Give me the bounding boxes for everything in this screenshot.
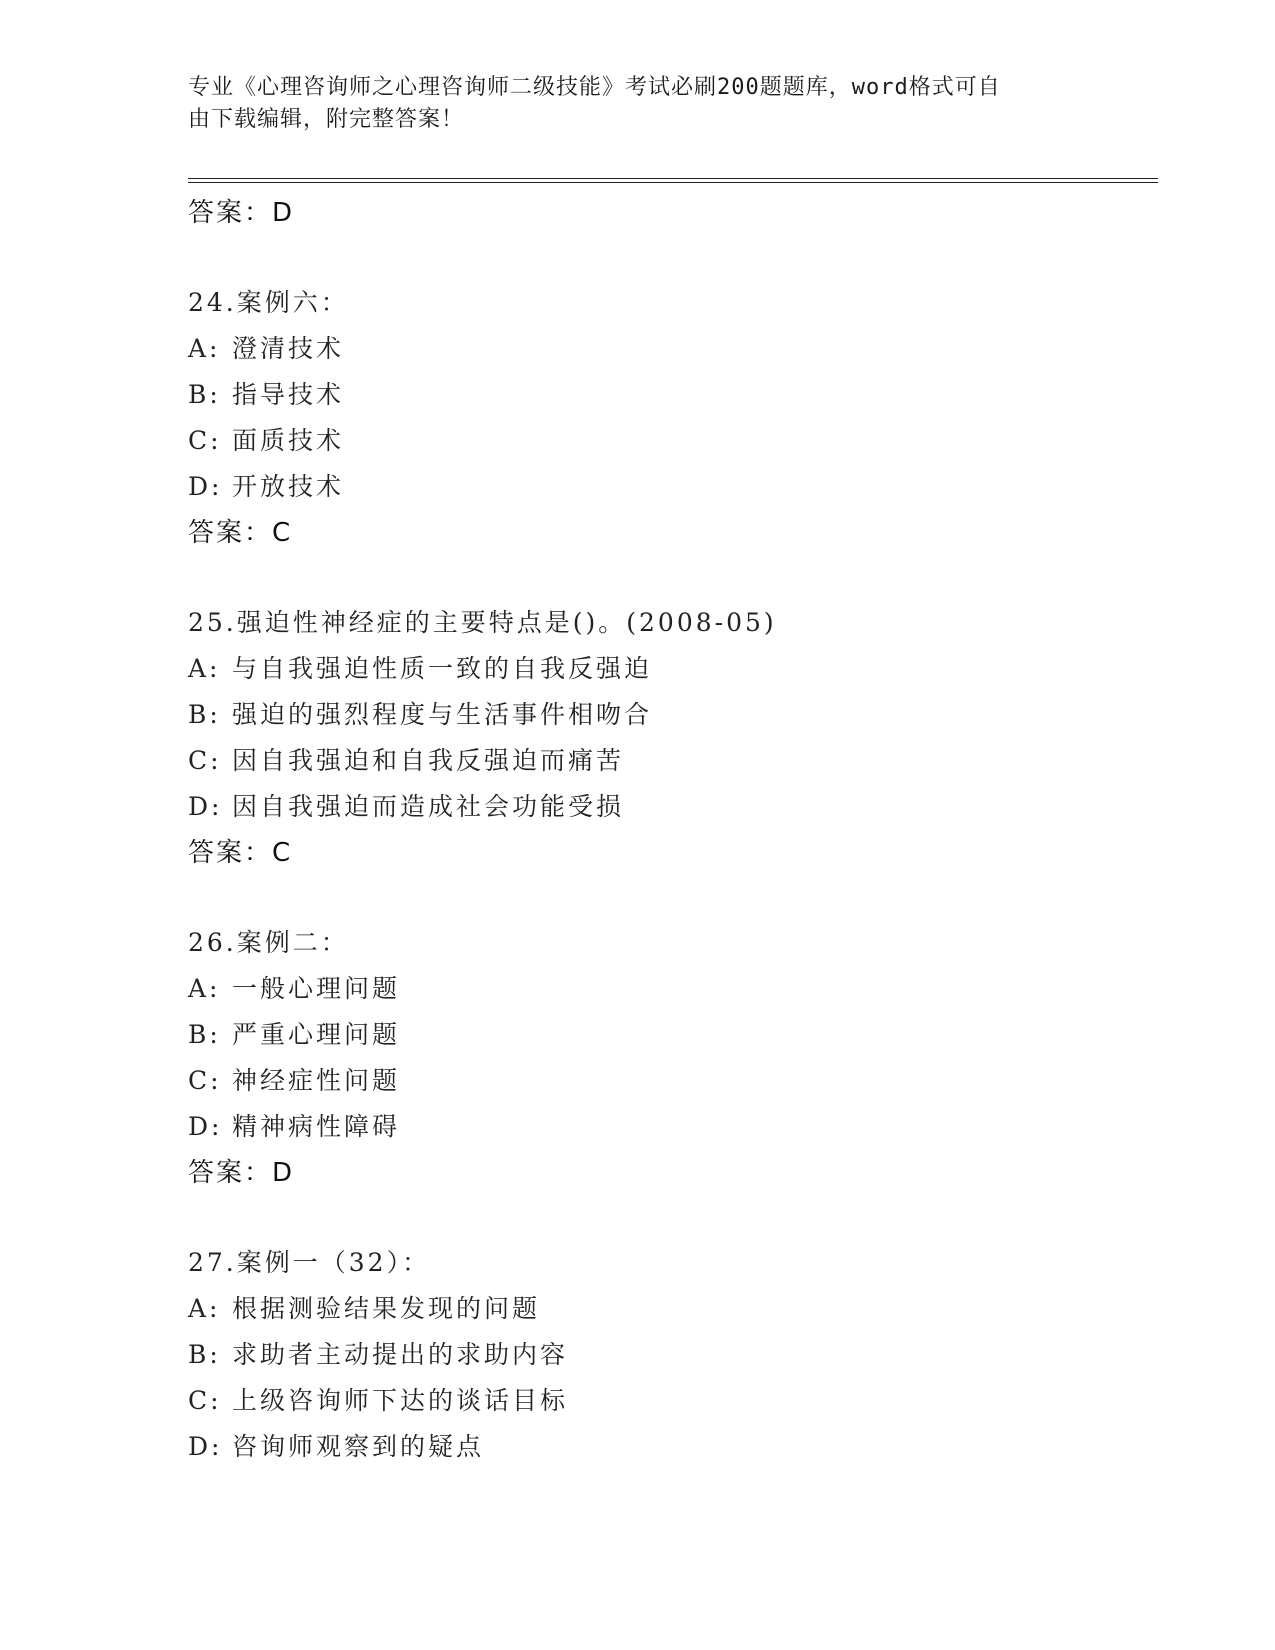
question-title: 24.案例六： <box>188 288 349 317</box>
option-c: C: 神经症性问题 <box>188 1066 401 1095</box>
option-b: B: 严重心理问题 <box>188 1020 401 1049</box>
question-title: 26.案例二： <box>188 928 349 957</box>
answer-line: 答案：C <box>188 838 293 868</box>
answer-line: 答案：D <box>188 1158 295 1188</box>
question-block <box>188 1240 1158 1470</box>
question-title: 27.案例一（32）： <box>188 1248 431 1277</box>
question-title: 25.强迫性神经症的主要特点是()。(2008-05) <box>188 608 777 637</box>
option-c: C: 上级咨询师下达的谈话目标 <box>188 1386 569 1415</box>
option-a: A: 与自我强迫性质一致的自我反强迫 <box>188 654 653 683</box>
answer-line: 答案：D <box>188 198 295 228</box>
header-line-1: 专业《心理咨询师之心理咨询师二级技能》考试必刷200题题库，word格式可自 <box>188 75 1001 100</box>
question-block <box>188 600 1158 920</box>
option-a: A: 一般心理问题 <box>188 974 401 1003</box>
option-b: B: 指导技术 <box>188 380 345 409</box>
question-block <box>188 920 1158 1240</box>
option-d: D: 因自我强迫而造成社会功能受损 <box>188 792 625 821</box>
option-c: C: 因自我强迫和自我反强迫而痛苦 <box>188 746 625 775</box>
option-b: B: 求助者主动提出的求助内容 <box>188 1340 569 1369</box>
question-block <box>188 280 1158 600</box>
header-double-rule <box>188 178 1158 183</box>
document-header <box>188 72 1068 136</box>
document-content <box>188 190 1158 1470</box>
option-d: D: 开放技术 <box>188 472 345 501</box>
option-d: D: 咨询师观察到的疑点 <box>188 1432 485 1461</box>
option-a: A: 根据测验结果发现的问题 <box>188 1294 541 1323</box>
answer-line: 答案：C <box>188 518 293 548</box>
option-a: A: 澄清技术 <box>188 334 345 363</box>
option-c: C: 面质技术 <box>188 426 345 455</box>
option-d: D: 精神病性障碍 <box>188 1112 401 1141</box>
header-line-2: 由下载编辑，附完整答案！ <box>188 107 465 132</box>
option-b: B: 强迫的强烈程度与生活事件相吻合 <box>188 700 653 729</box>
